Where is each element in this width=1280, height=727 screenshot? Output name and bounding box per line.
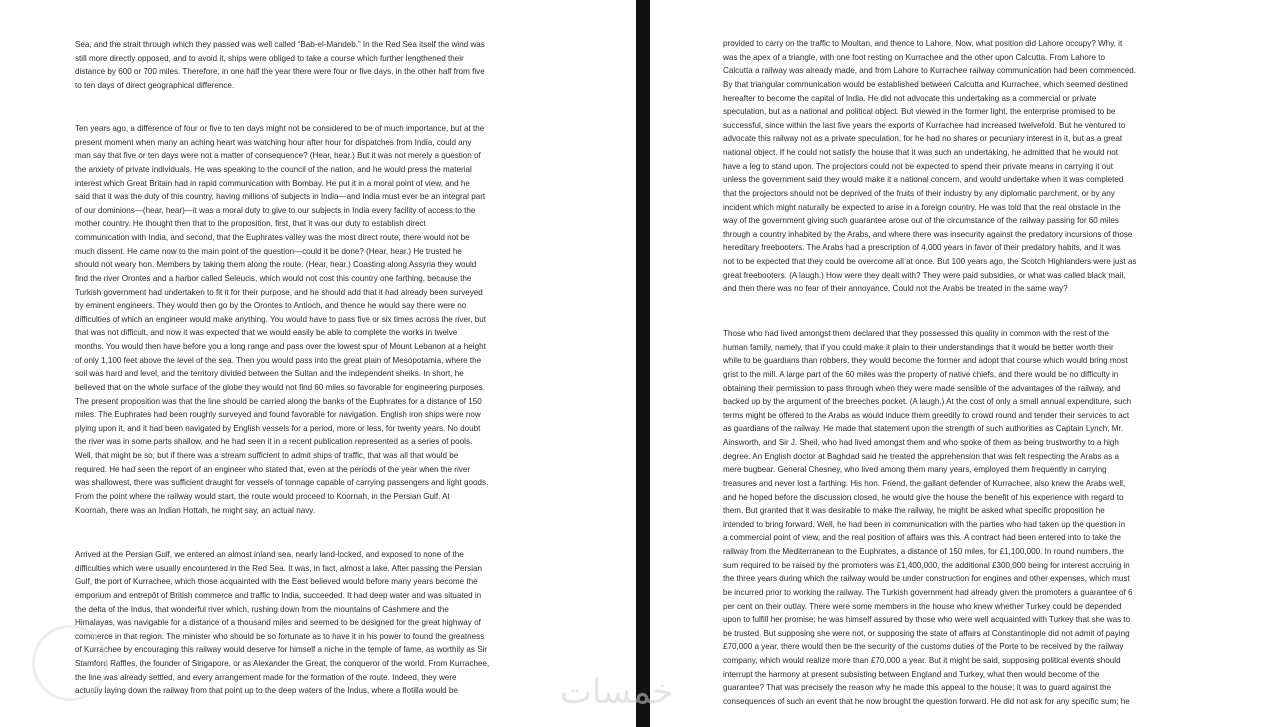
text-line: By that triangular communication would be established between Calcutta and Kurrachee, which seemed destined (723, 79, 1128, 89)
text-line: provided to carry on the traffic to Moultan, and thence to Lahore. Now, what position did Lahore occupy? Why, it (723, 39, 1123, 48)
text-line: should not weary hon. Members by taking them along the route. (Hear, hear.) Coasting along Assyria they would (75, 260, 477, 270)
text-line: of only 1,100 feet above the level of the sea. Then you would pass into the great plain of Mesopotamia, where the (75, 355, 482, 365)
text-line: was shallowest, there was sufficient draught for vessels of tonnage capable of carrying passengers and light goods. (75, 478, 489, 488)
text-line: interrupt the harmony at present subsisting between England and Turkey, what then would become of the (723, 669, 1100, 679)
text-line: Gulf, the port of Kurrachee, which those acquainted with the East believed would before many years become the (75, 577, 478, 587)
text-line: intended to bring forward. Well, he had been in communication with the parties who had taken up the question in (723, 519, 1126, 529)
text-line: degree. An English doctor at Baghdad said he treated the apprehension that was felt respecting the Arabs as a (723, 451, 1119, 461)
text-line: as guardians of the railway. He made that statement upon the strength of such authorities as Captain Lynch, Mr. (723, 424, 1123, 434)
text-line: Calcutta a railway was already made, and from Lahore to Kurrachee railway communication had been commenced. (723, 66, 1136, 76)
text-line: advocate this railway not as a private speculation, for he had no shares or pecuniary interest in it, but as a great (723, 134, 1123, 144)
text-line: per cent on their outlay. There were some members in the house who knew whether Turkey could be depended (723, 601, 1122, 611)
text-line: have a leg to stand upon. The projectors could not be expected to spend their private means in carrying it out (723, 161, 1113, 171)
text-line: a commercial point of view, and the real position of affairs was this. A contract had been entered into to take the (723, 533, 1122, 543)
paragraph (75, 38, 485, 93)
text-line: speculation, but as a national and political object. But viewed in the former light, the enterprise promised to be (723, 107, 1116, 117)
text-line: soil was hard and level, and the territory divided between the Sultan and the independent sheiks. In short, he (75, 369, 464, 379)
text-line: Well, that might be so; but if there was a stream sufficient to admit ships of traffic, that was all that would be (75, 451, 459, 460)
text-line: sum required to be raised by the promoters was £1,400,000, the additional £300,000 being for interest accruing in (723, 560, 1130, 570)
text-line: guarantee? That was precisely the reason why he made this appeal to the house; it was to guard against the (723, 683, 1112, 693)
text-line: commerce in that region. The minister who should be so fortunate as to have it in his power to found the greatness (75, 631, 485, 641)
text-line: human family, namely, that if you could make it plain to their understandings that it would be better worth their (723, 342, 1114, 352)
text-line: required. He had seen the report of an engineer who stated that, even at the periods of the year when the river (75, 464, 471, 474)
text-line: said that it was the duty of this country, having millions of subjects in India—and India must ever be an integral part (75, 192, 486, 202)
text-line: difficulties which were usually encountered in the Red Sea. It was, in fact, almost a lake. After passing the Persian (75, 563, 483, 573)
left-page (0, 0, 636, 727)
text-line: that the projectors should not be deprived of the fruits of their industry by any diplomatic parchment, or by any (723, 188, 1115, 198)
text-line: From the point where the railway would start, the route would proceed to Koornah, in the Persian Gulf. At (75, 491, 450, 501)
paragraph (75, 548, 489, 698)
text-line: of our dominions—(hear, hear)—it was a moral duty to give to our subjects in India every facility of access to the (75, 205, 476, 215)
text-line: communication with India, and second, that the Euphrates valley was the most direct route, there would not be (75, 233, 470, 242)
text-line: successful, since within the last five years the exports of Kurrachee had increased twelvefold. But he ventured to (723, 120, 1126, 130)
text-line: the line was already settled, and every arrangement made for the formation of the route. Indeed, they were (75, 672, 457, 682)
text-line: months. You would then have before you a long range and pass over the lowest spur of Mount Lebanon at a height (75, 342, 486, 351)
text-line: company, which would realize more than £70,000 a year. But it might be said, supposing political events should (723, 656, 1121, 665)
text-line: Ainsworth, and Sir J. Sheil, who had lived amongst them and who spoke of them as being trustworthy to a high (723, 438, 1119, 447)
text-line: man say that five or ten days were not a matter of consequence? (Hear, hear.) But it was not merely a question of (75, 151, 481, 161)
paragraph (75, 122, 488, 517)
text-line: consequences of such an event that he now brought the question forward. He did not ask for any specific sum; he (723, 696, 1130, 706)
text-line: £70,000 a year, there would then be the security of the customs duties of the Porte to be received by the railway (723, 642, 1124, 652)
page-divider (636, 0, 650, 727)
text-line: distance by 600 or 700 miles. Therefore, in one half the year there were four or five days, in the other half from five (75, 67, 485, 77)
text-line: while to be guardians than robbers, they would become the former and adopt that course which would bring most (723, 356, 1128, 366)
text-line: hereafter to become the capital of India. He did not advocate this undertaking as a commercial or private (723, 93, 1097, 103)
text-line: of Kurrachee by encouraging this railway would deserve for himself a niche in the temple of fame, as worthily as Sir (75, 645, 488, 655)
text-line: present moment when many an aching heart was watching hour after hour for dispatches from India, could any (75, 137, 472, 147)
text-line: unless the government said they would make it a national concern, and would undertake when it was completed (723, 175, 1124, 185)
text-line: be trusted. But supposing she were not, or supposing the state of affairs at Constantinople did not admit of paying (723, 628, 1130, 638)
right-page (650, 0, 1280, 727)
text-line: obtaining their permission to pass through when they were made sensible of the advantages of the railway, and (723, 383, 1121, 393)
paragraph (723, 327, 1133, 709)
text-line: find the river Orontes and a harbor called Seleucis, which would not cost this country one farthing, because the (75, 273, 472, 283)
text-line: great freebooters. (A laugh.) How were they dealt with? They were paid subsidies, or what was called black mail, (723, 270, 1126, 280)
text-line: that was not difficult, and now it was expected that we would easily be able to complete the works in twelve (75, 328, 458, 338)
text-line: The present proposition was that the line should be carried along the banks of the Euphrates for a distance of 150 (75, 396, 482, 406)
text-line: mother country. He thought then that to the proposition, first, that it was our duty to establish direct (75, 219, 426, 229)
text-line: Sea, and the strait through which they passed was well called “Bab-el-Mandeb.” In the Red Sea itself the wind was (75, 40, 485, 49)
text-line: way of the government giving such guarantee arose out of the circumstance of the railway passing for 60 miles (723, 216, 1119, 226)
text-line: and he hoped before the discussion closed, he would give the house the benefit of his experience with regard to (723, 492, 1124, 502)
text-line: and then there was no fear of their annoyance. Could not the Arabs be treated in the same way? (723, 284, 1068, 294)
text-line: be incurred prior to working the railway. The Turkish government had already given the promoters a guarantee of 6 (723, 587, 1133, 597)
text-line: much dissent. He came now to the main point of the question—could it be done? (Hear, hear.) He trusted he (75, 246, 462, 256)
text-line: Those who had lived amongst them declared that they possessed this quality in common with the rest of the (723, 329, 1110, 338)
text-line: was the apex of a triangle, with one foot resting on Kurrachee and the other upon Calcutta. From Lahore to (723, 52, 1105, 62)
text-line: plying upon it, and it had been navigated by English vessels for a period, more or less, for twenty years. No doubt (75, 423, 481, 433)
text-line: incident which might naturally be expected to arise in a foreign country. He was told that the real obstacle in the (723, 202, 1121, 212)
text-line: Ten years ago, a difference of four or five to ten days might not be considered to be of much importance, but at the (75, 124, 485, 133)
text-line: Turkish government had undertaken to fit it for their purpose, and he should add that it had already been surveyed (75, 287, 483, 297)
paragraph (723, 37, 1136, 296)
text-line: the delta of the Indus, that wonderful river which, rushing down from the mountains of Cashmere and the (75, 604, 449, 614)
text-line: interest which Great Britain had in rapid communication with Bombay. He put it in a moral point of view, and he (75, 178, 470, 188)
text-line: Stamford Raffles, the founder of Singapore, or as Alexander the Great, the conqueror of the world. From Kurrachee, (75, 659, 490, 668)
text-line: to ten days of direct geographical difference. (75, 80, 235, 90)
text-line: actually laying down the railway from that point up to the deep waters of the Indus, where a flotilla would be (75, 686, 458, 696)
watermark-logo-icon (32, 625, 108, 701)
text-line: by eminent engineers. They would then go by the Orontes to Antioch, and thence he would say there were no (75, 301, 467, 311)
text-line: mere bugbear. General Chesney, who lived among them many years, employed them frequently in carrying (723, 465, 1107, 475)
text-line: emporium and entrepôt of British commerce and traffic to India, succeeded. It had deep water and was situated in (75, 590, 482, 600)
text-line: terms might be offered to the Arabs as would induce them greedily to crowd round and tender their services to act (723, 410, 1130, 420)
text-line: miles. The Euphrates had been roughly surveyed and found favorable for navigation. English iron ships were now (75, 410, 481, 420)
text-line: upon to fulfill her promise; he was himself assured by those who were well acquainted with Turkey that she was to (723, 615, 1131, 625)
text-line: national object. If he could not satisfy the house that it was such an undertaking, he admitted that he would not (723, 148, 1119, 157)
text-line: the three years during which the railway would be under construction for engines and other expenses, which must (723, 574, 1130, 584)
text-line: difficulties of which an engineer would make anything. You would have to pass five or six times across the river, but (75, 314, 487, 324)
text-line: believed that on the whole surface of the globe they would not find 60 miles so favorable for engineering purposes. (75, 382, 485, 392)
text-line: through a country inhabited by the Arabs, and where there was insecurity against the predatory incursions of those (723, 229, 1133, 239)
text-line: them. But granted that it was desirable to make the railway, he might be asked what specific proposition he (723, 506, 1105, 516)
text-line: the river was in some parts shallow, and he had seen it in a recent publication represented as a series of pools. (75, 437, 473, 447)
text-line: hereditary freebooters. The Arabs had a prescription of 4,000 years in favor of their predatory habits, and it was (723, 243, 1121, 253)
text-line: the anxiety of private individuals. He was speaking to the council of the nation, and he would press the material (75, 164, 472, 174)
watermark: خمسات (560, 672, 674, 712)
text-line: Himalayas, was navigable for a distance of a thousand miles and seemed to be designed for the great highway of (75, 618, 481, 628)
text-line: not to be expected that they could be overcome all at once. But 100 years ago, the Scotch Highlanders were just as (723, 257, 1137, 266)
text-line: railway from the Mediterranean to the Euphrates, a distance of 150 miles, for £1,100,000. In round numbers, the (723, 547, 1124, 556)
text-line: Koornah, there was an Indian Hottah, he might say, an actual navy. (75, 505, 315, 515)
text-line: Arrived at the Persian Gulf, we entered an almost inland sea, nearly land-locked, and exposed to none of the (75, 550, 464, 559)
text-line: backed up by the argument of the breeches pocket. (A laugh.) At the cost of only a small annual expenditure, such (723, 397, 1132, 407)
text-line: still more directly opposed, and to avoid it, ships were obliged to take a course which further lengthened their (75, 53, 464, 63)
text-line: grist to the mill. A large part of the 60 miles was the property of native chiefs, and there would be no difficulty in (723, 369, 1119, 379)
text-line: treasures and never lost a farthing. His hon. Friend, the gallant defender of Kurrachee, also knew the Arabs well, (723, 478, 1126, 488)
